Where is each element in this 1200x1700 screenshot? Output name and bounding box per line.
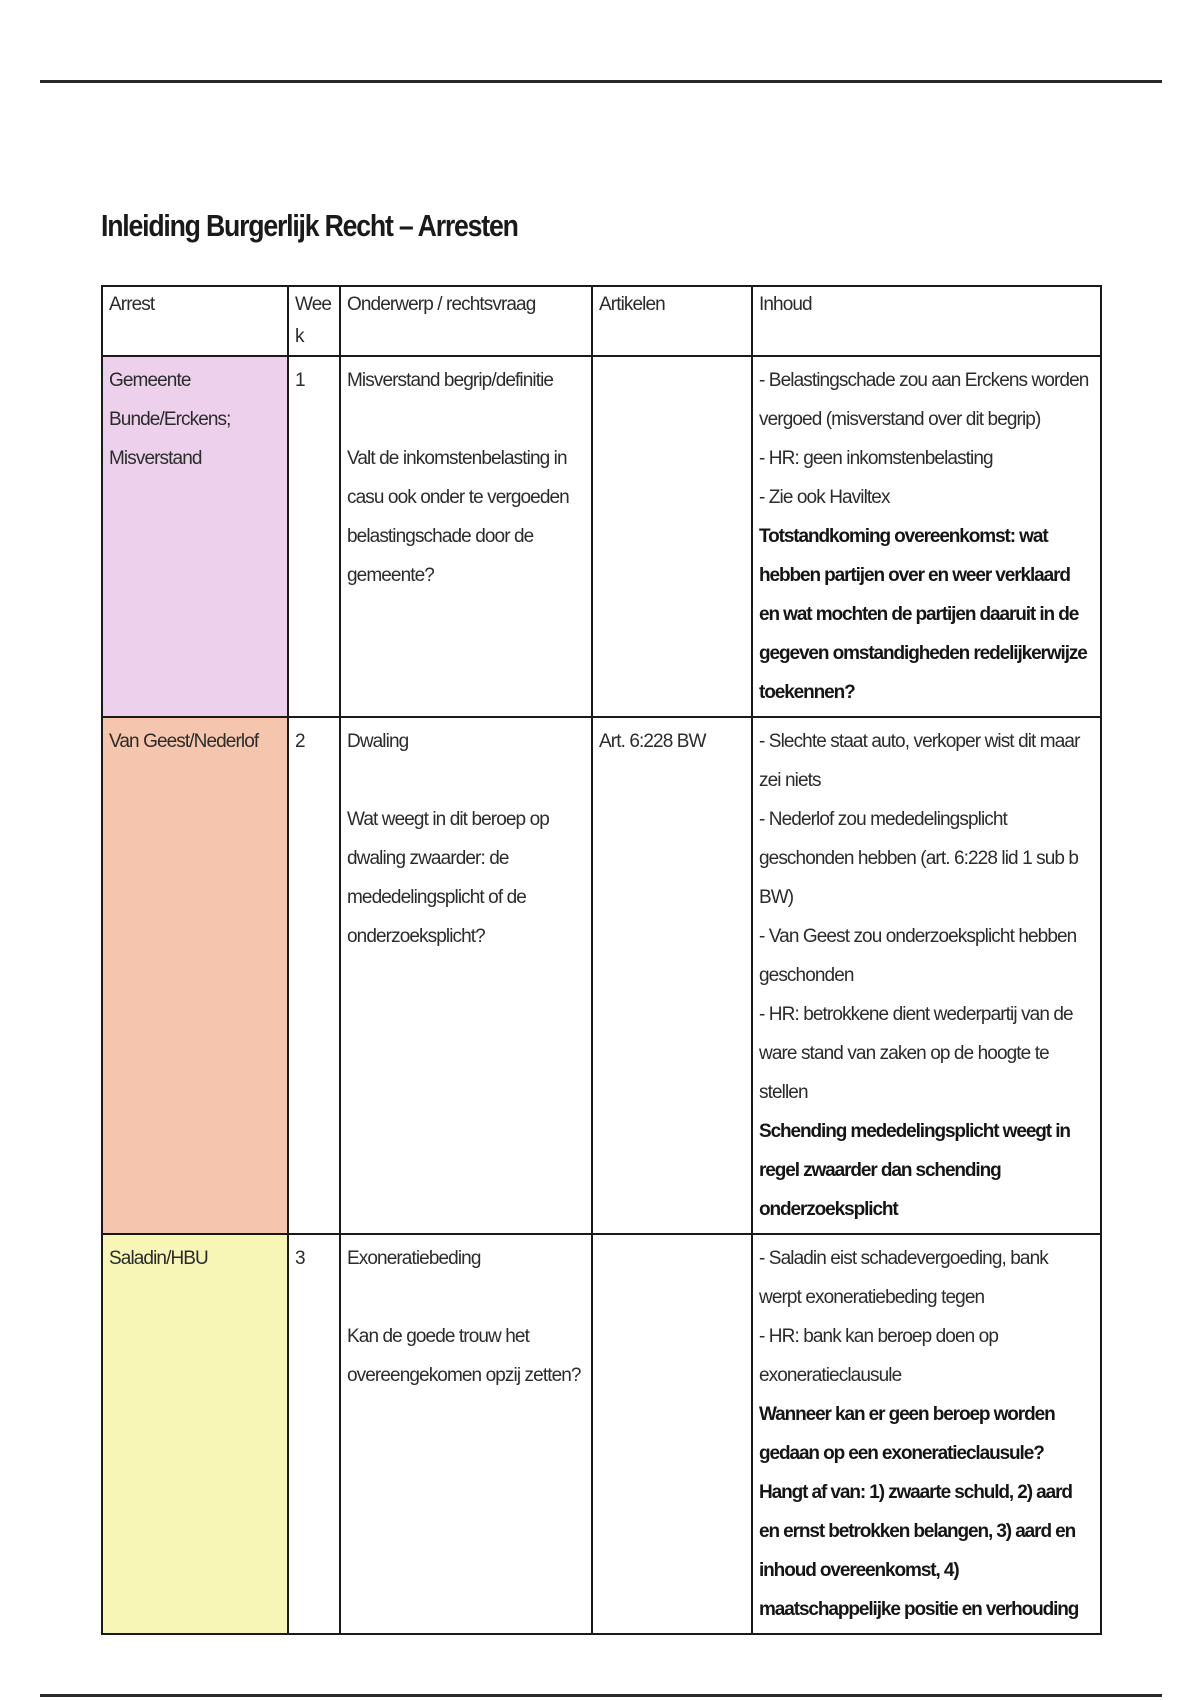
cell-artikelen bbox=[592, 356, 752, 717]
header-onderwerp: Onderwerp / rechtsvraag bbox=[340, 286, 592, 356]
cell-inhoud bbox=[752, 1234, 1101, 1634]
header-week: Week bbox=[288, 286, 340, 356]
cell-arrest: Gemeente Bunde/Erckens; Misverstand bbox=[102, 356, 288, 717]
onderwerp-text: Dwaling bbox=[347, 731, 409, 752]
bottom-rule bbox=[40, 1694, 1162, 1697]
inhoud-conclusion: Wanneer kan er geen beroep worden gedaan op een exoneratieclausule? Hangt af van: 1) zwaarte schuld, 2) aard en ernst betrokken belangen, 3) aard en inhoud overeenkomst, 4) maatschappelijke positie en verhouding bbox=[759, 1404, 1079, 1620]
header-artikelen: Artikelen bbox=[592, 286, 752, 356]
cell-artikelen: Art. 6:228 BW bbox=[592, 717, 752, 1234]
table-row bbox=[102, 717, 1101, 1234]
cell-week: 1 bbox=[288, 356, 340, 717]
header-arrest: Arrest bbox=[102, 286, 288, 356]
inhoud-bullet: - Zie ook Haviltex bbox=[759, 487, 890, 508]
cell-onderwerp bbox=[340, 717, 592, 1234]
inhoud-bullet: - Saladin eist schadevergoeding, bank werpt exoneratiebeding tegen bbox=[759, 1248, 1048, 1308]
cell-week: 3 bbox=[288, 1234, 340, 1634]
cell-inhoud bbox=[752, 356, 1101, 717]
top-rule bbox=[40, 80, 1162, 83]
cell-arrest: Van Geest/Nederlof bbox=[102, 717, 288, 1234]
table-row bbox=[102, 356, 1101, 717]
cell-inhoud bbox=[752, 717, 1101, 1234]
header-inhoud: Inhoud bbox=[752, 286, 1101, 356]
inhoud-bullet: - Nederlof zou mededelingsplicht geschonden hebben (art. 6:228 lid 1 sub b BW) bbox=[759, 809, 1079, 908]
inhoud-bullet: - Belastingschade zou aan Erckens worden vergoed (misverstand over dit begrip) bbox=[759, 370, 1089, 430]
cell-week: 2 bbox=[288, 717, 340, 1234]
rechtsvraag-text: Valt de inkomstenbelasting in casu ook onder te vergoeden belastingschade door de gemeente? bbox=[347, 448, 569, 586]
inhoud-bullet: - HR: bank kan beroep doen op exoneratieclausule bbox=[759, 1326, 999, 1386]
table-row bbox=[102, 1234, 1101, 1634]
onderwerp-text: Exoneratiebeding bbox=[347, 1248, 481, 1269]
inhoud-bullet: - Van Geest zou onderzoeksplicht hebben geschonden bbox=[759, 926, 1077, 986]
table-header-row bbox=[102, 286, 1101, 356]
cell-artikelen bbox=[592, 1234, 752, 1634]
inhoud-bullet: - Slechte staat auto, verkoper wist dit maar zei niets bbox=[759, 731, 1080, 791]
cell-onderwerp bbox=[340, 356, 592, 717]
inhoud-bullet: - HR: geen inkomstenbelasting bbox=[759, 448, 993, 469]
arresten-table bbox=[101, 285, 1102, 1635]
inhoud-bullet: - HR: betrokkene dient wederpartij van de ware stand van zaken op de hoogte te stellen bbox=[759, 1004, 1073, 1103]
rechtsvraag-text: Wat weegt in dit beroep op dwaling zwaarder: de mededelingsplicht of de onderzoeksplicht? bbox=[347, 809, 549, 947]
cell-arrest: Saladin/HBU bbox=[102, 1234, 288, 1634]
page-title: Inleiding Burgerlijk Recht – Arresten bbox=[101, 208, 518, 243]
cell-onderwerp bbox=[340, 1234, 592, 1634]
rechtsvraag-text: Kan de goede trouw het overeengekomen opzij zetten? bbox=[347, 1326, 581, 1386]
inhoud-conclusion: Totstandkoming overeenkomst: wat hebben partijen over en weer verklaard en wat mochten de partijen daaruit in de gegeven omstandigheden redelijkerwijze toekennen? bbox=[759, 526, 1087, 703]
onderwerp-text: Misverstand begrip/definitie bbox=[347, 370, 554, 391]
inhoud-conclusion: Schending mededelingsplicht weegt in regel zwaarder dan schending onderzoeksplicht bbox=[759, 1121, 1070, 1220]
